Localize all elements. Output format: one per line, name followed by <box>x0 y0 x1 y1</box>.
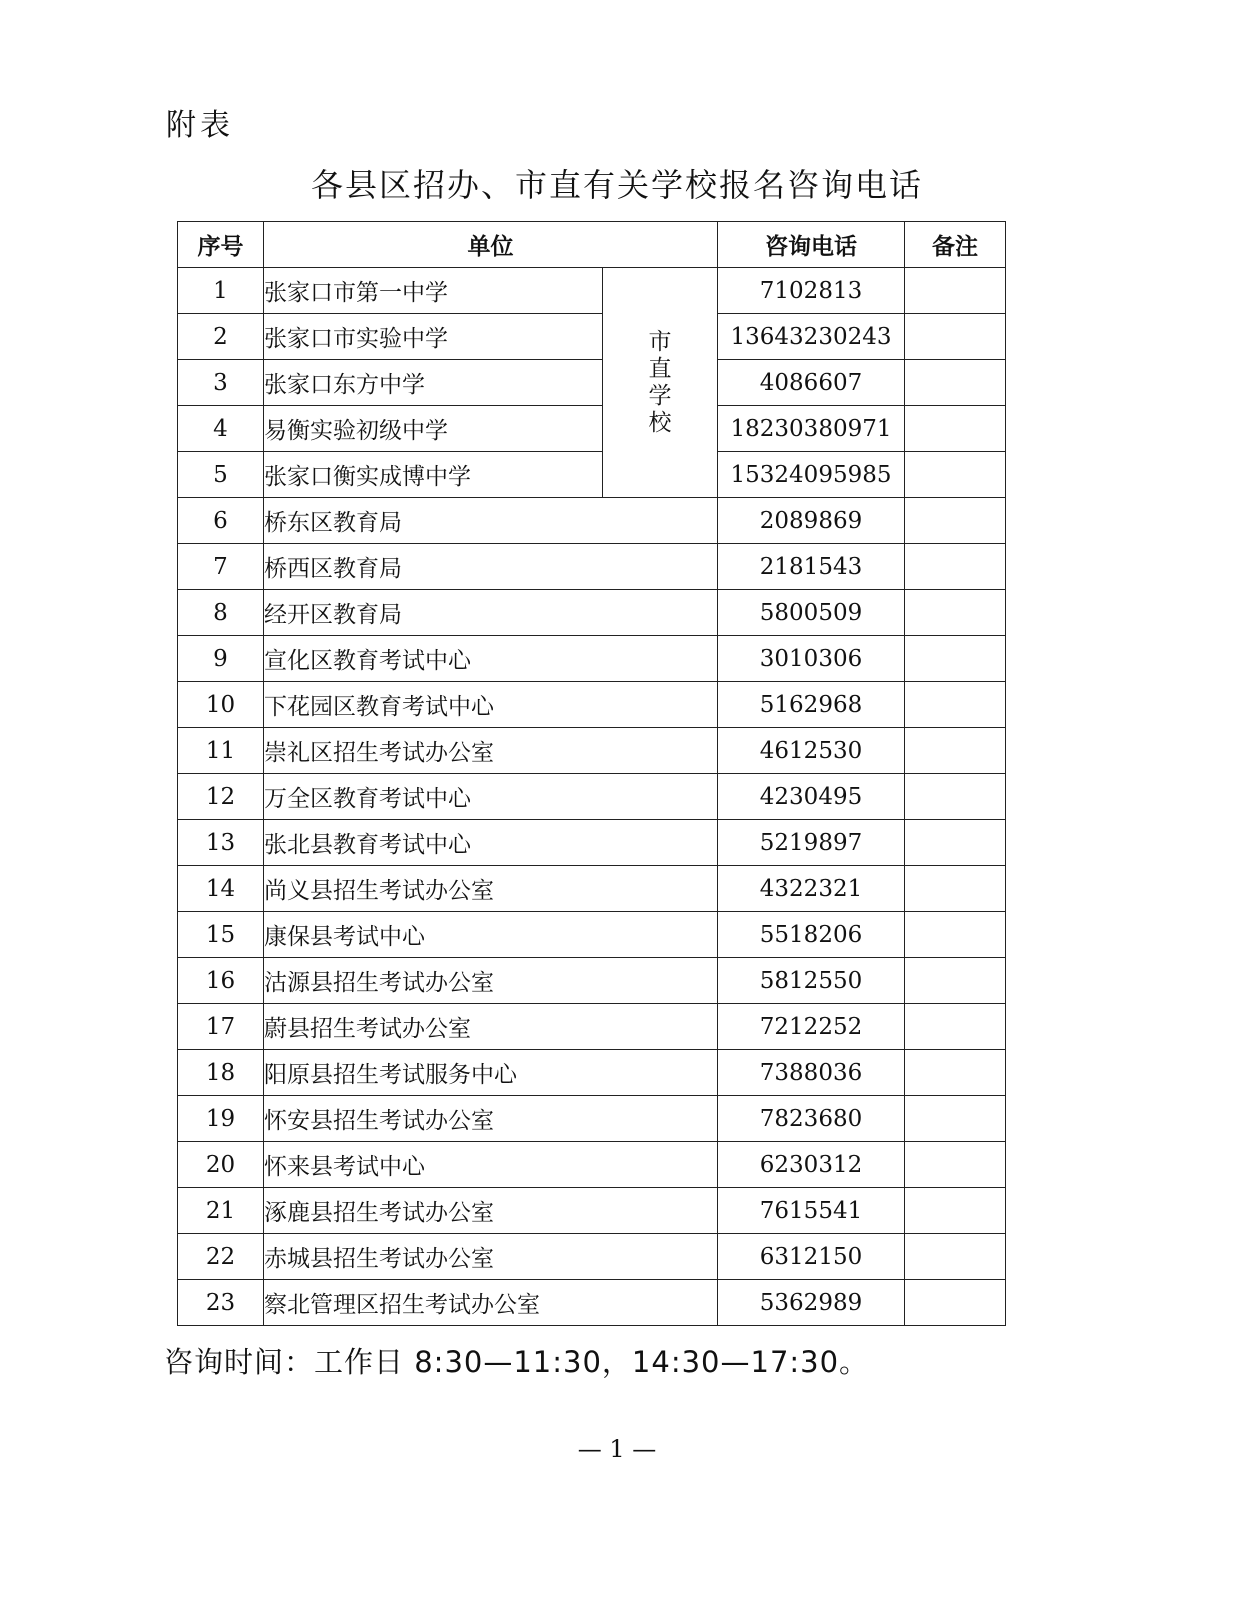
row-phone: 7823680 <box>718 1096 905 1142</box>
row-note <box>905 452 1006 498</box>
row-note <box>905 912 1006 958</box>
group-label-cell <box>603 268 718 498</box>
row-unit: 沽源县招生考试办公室 <box>264 958 718 1004</box>
row-number: 18 <box>178 1050 264 1096</box>
row-phone: 7212252 <box>718 1004 905 1050</box>
table-row <box>178 1280 1006 1326</box>
row-number: 6 <box>178 498 264 544</box>
table-row <box>178 268 1006 314</box>
row-unit: 万全区教育考试中心 <box>264 774 718 820</box>
row-number: 11 <box>178 728 264 774</box>
row-note <box>905 866 1006 912</box>
row-phone: 7388036 <box>718 1050 905 1096</box>
row-phone: 7615541 <box>718 1188 905 1234</box>
row-number: 16 <box>178 958 264 1004</box>
table-row <box>178 912 1006 958</box>
table-row <box>178 1050 1006 1096</box>
row-unit: 张家口衡实成博中学 <box>264 452 603 498</box>
row-number: 10 <box>178 682 264 728</box>
row-number: 8 <box>178 590 264 636</box>
row-phone: 6312150 <box>718 1234 905 1280</box>
row-note <box>905 268 1006 314</box>
row-number: 9 <box>178 636 264 682</box>
row-note <box>905 1050 1006 1096</box>
row-note <box>905 1142 1006 1188</box>
row-number: 2 <box>178 314 264 360</box>
row-phone: 5162968 <box>718 682 905 728</box>
row-number: 20 <box>178 1142 264 1188</box>
row-note <box>905 728 1006 774</box>
row-note <box>905 1234 1006 1280</box>
row-unit: 阳原县招生考试服务中心 <box>264 1050 718 1096</box>
row-note <box>905 406 1006 452</box>
row-number: 15 <box>178 912 264 958</box>
row-unit: 怀安县招生考试办公室 <box>264 1096 718 1142</box>
row-number: 7 <box>178 544 264 590</box>
row-number: 14 <box>178 866 264 912</box>
table-row <box>178 728 1006 774</box>
table-row <box>178 1234 1006 1280</box>
row-note <box>905 360 1006 406</box>
contact-table <box>177 221 1006 1326</box>
table-row <box>178 498 1006 544</box>
row-phone: 4086607 <box>718 360 905 406</box>
group-label: 市直学校 <box>648 328 672 436</box>
row-unit: 桥西区教育局 <box>264 544 718 590</box>
row-phone: 5812550 <box>718 958 905 1004</box>
row-unit: 赤城县招生考试办公室 <box>264 1234 718 1280</box>
table-row <box>178 682 1006 728</box>
row-phone: 5800509 <box>718 590 905 636</box>
table-row <box>178 636 1006 682</box>
row-number: 3 <box>178 360 264 406</box>
row-unit: 张北县教育考试中心 <box>264 820 718 866</box>
page-number: — 1 — <box>577 1435 657 1463</box>
row-unit: 下花园区教育考试中心 <box>264 682 718 728</box>
row-phone: 4230495 <box>718 774 905 820</box>
row-number: 19 <box>178 1096 264 1142</box>
row-unit: 尚义县招生考试办公室 <box>264 866 718 912</box>
row-unit: 张家口市第一中学 <box>264 268 603 314</box>
table-header-row <box>178 222 1006 268</box>
row-phone: 5362989 <box>718 1280 905 1326</box>
row-phone: 4322321 <box>718 866 905 912</box>
row-unit: 涿鹿县招生考试办公室 <box>264 1188 718 1234</box>
row-number: 22 <box>178 1234 264 1280</box>
table-row <box>178 958 1006 1004</box>
row-number: 12 <box>178 774 264 820</box>
row-number: 13 <box>178 820 264 866</box>
row-unit: 蔚县招生考试办公室 <box>264 1004 718 1050</box>
table-row <box>178 360 1006 406</box>
row-number: 23 <box>178 1280 264 1326</box>
row-note <box>905 774 1006 820</box>
table-row <box>178 544 1006 590</box>
row-note <box>905 682 1006 728</box>
table-body <box>178 268 1006 1326</box>
table-row <box>178 866 1006 912</box>
row-note <box>905 314 1006 360</box>
table-row <box>178 452 1006 498</box>
row-phone: 5518206 <box>718 912 905 958</box>
row-phone: 13643230243 <box>718 314 905 360</box>
consultation-hours: 咨询时间：工作日 8:30—11:30，14:30—17:30。 <box>164 1345 870 1379</box>
row-unit: 怀来县考试中心 <box>264 1142 718 1188</box>
header-unit: 单位 <box>264 222 718 268</box>
table-row <box>178 1096 1006 1142</box>
row-note <box>905 958 1006 1004</box>
row-number: 4 <box>178 406 264 452</box>
row-phone: 6230312 <box>718 1142 905 1188</box>
row-note <box>905 544 1006 590</box>
row-note <box>905 1188 1006 1234</box>
appendix-label: 附表 <box>166 108 234 143</box>
row-note <box>905 590 1006 636</box>
row-unit: 经开区教育局 <box>264 590 718 636</box>
row-number: 17 <box>178 1004 264 1050</box>
row-number: 1 <box>178 268 264 314</box>
document-title: 各县区招办、市直有关学校报名咨询电话 <box>310 166 923 204</box>
row-phone: 18230380971 <box>718 406 905 452</box>
row-number: 21 <box>178 1188 264 1234</box>
row-unit: 康保县考试中心 <box>264 912 718 958</box>
header-no: 序号 <box>178 222 264 268</box>
table-row <box>178 1188 1006 1234</box>
header-note: 备注 <box>905 222 1006 268</box>
table-row <box>178 1142 1006 1188</box>
row-phone: 4612530 <box>718 728 905 774</box>
row-unit: 察北管理区招生考试办公室 <box>264 1280 718 1326</box>
row-note <box>905 820 1006 866</box>
row-phone: 7102813 <box>718 268 905 314</box>
row-note <box>905 1280 1006 1326</box>
row-phone: 5219897 <box>718 820 905 866</box>
header-phone: 咨询电话 <box>718 222 905 268</box>
row-note <box>905 1096 1006 1142</box>
row-phone: 15324095985 <box>718 452 905 498</box>
row-phone: 2181543 <box>718 544 905 590</box>
row-note <box>905 1004 1006 1050</box>
row-note <box>905 498 1006 544</box>
row-unit: 桥东区教育局 <box>264 498 718 544</box>
table-row <box>178 406 1006 452</box>
row-phone: 2089869 <box>718 498 905 544</box>
row-unit: 宣化区教育考试中心 <box>264 636 718 682</box>
row-unit: 崇礼区招生考试办公室 <box>264 728 718 774</box>
row-unit: 易衡实验初级中学 <box>264 406 603 452</box>
table-row <box>178 590 1006 636</box>
row-unit: 张家口东方中学 <box>264 360 603 406</box>
table-row <box>178 820 1006 866</box>
row-phone: 3010306 <box>718 636 905 682</box>
table-row <box>178 1004 1006 1050</box>
row-note <box>905 636 1006 682</box>
row-number: 5 <box>178 452 264 498</box>
table-row <box>178 774 1006 820</box>
row-unit: 张家口市实验中学 <box>264 314 603 360</box>
table-row <box>178 314 1006 360</box>
